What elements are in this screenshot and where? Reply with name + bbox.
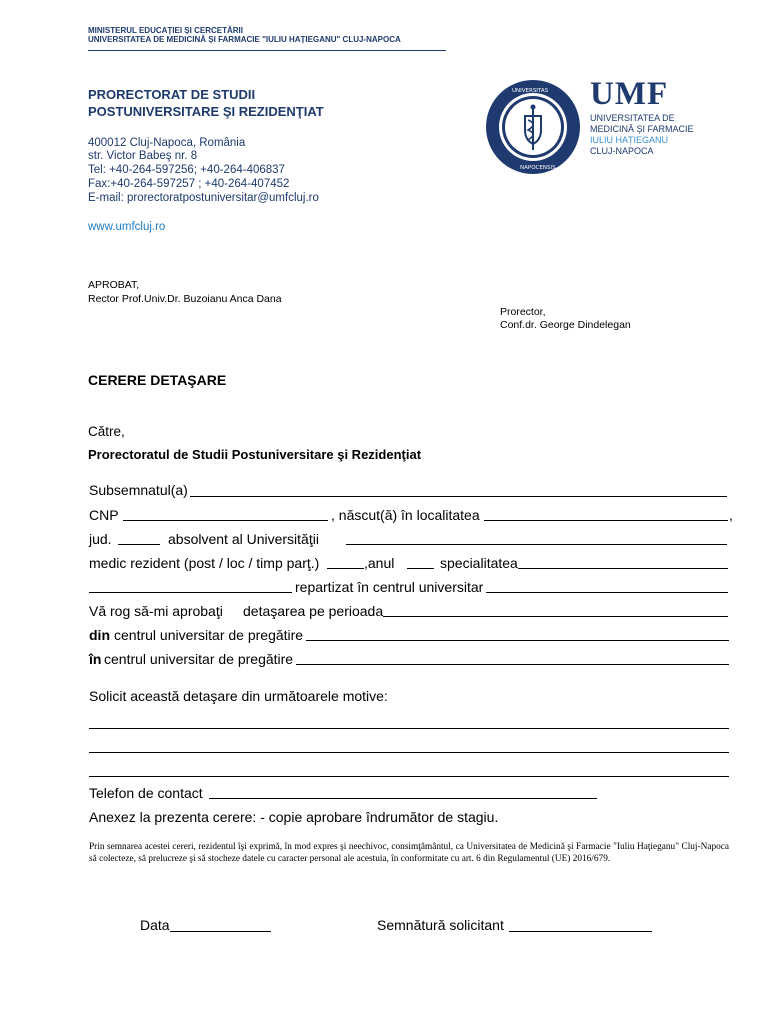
date-field[interactable] [170,931,271,932]
svg-text:UNIVERSITAS: UNIVERSITAS [512,88,549,94]
office-title-line2: POSTUNIVERSITARE ŞI REZIDENŢIAT [88,104,324,119]
email-line[interactable]: E-mail: prorectoratpostuniversitar@umfcluj.ro [88,192,319,204]
umf-wordmark [590,76,694,157]
post-field[interactable] [327,568,364,569]
address-line2: str. Victor Babeş nr. 8 [88,150,198,162]
anexez-label: Anexez la prezenta cerere: - copie aprobare îndrumător de stagiu. [89,809,499,825]
prorector-title: Prorector, [500,306,546,318]
address-line1: 400012 Cluj-Napoca, România [88,137,246,149]
header-rule [88,50,446,51]
detasarea-label: detaşarea pe perioada [243,603,384,619]
logo-line1: UNIVERSITATEA DE [590,113,675,123]
birthplace-field[interactable] [484,520,728,521]
year-field[interactable] [407,568,434,569]
assigned-center-field[interactable] [486,592,728,593]
medic-label: medic rezident (post / loc / timp parţ.) [89,555,320,571]
svg-text:NAPOCENSIS: NAPOCENSIS [520,165,556,171]
motive-label: Solicit această detaşare din următoarele motive: [89,688,388,704]
in-label: în [89,651,102,667]
county-field[interactable] [118,544,160,545]
document-title: CERERE DETAŞARE [88,372,227,388]
jud-label: jud. [89,531,112,547]
specialty-continued-field[interactable] [89,592,292,593]
phone-field[interactable] [209,798,597,799]
university-field[interactable] [346,544,727,545]
reason-line-1[interactable] [89,728,729,729]
name-field[interactable] [190,496,727,497]
umf-acronym: UMF [590,76,669,112]
origin-center-field[interactable] [306,640,729,641]
logo-line2: MEDICINĂ ȘI FARMACIE [590,124,694,134]
anul-label: ,anul [364,555,395,571]
data-label: Data [140,917,170,933]
recipient: Prorectoratul de Studii Postuniversitare şi Rezidenţiat [88,447,422,462]
website-link[interactable]: www.umfcluj.ro [88,221,166,233]
office-title-line1: PRORECTORAT DE STUDII [88,87,256,102]
fax-line: Fax:+40-264-597257 ; +40-264-407452 [88,178,290,190]
specialitatea-label: specialitatea [440,555,518,571]
to-label: Către, [88,424,125,439]
telefon-label: Telefon de contact [89,785,203,801]
ministry-header: MINISTERUL EDUCAȚIEI ȘI CERCETĂRII [88,26,243,35]
nascut-label: , născut(ă) în localitatea [331,507,480,523]
repartizat-label: repartizat în centrul universitar [295,579,484,595]
din-label: din [89,627,110,643]
logo-line4: CLUJ-NAPOCA [590,146,654,156]
cnp-field[interactable] [123,520,328,521]
university-header: UNIVERSITATEA DE MEDICINĂ ȘI FARMACIE "IULIU HAȚIEGANU" CLUJ-NAPOCA [88,35,401,44]
signature-field[interactable] [509,931,652,932]
approved-label: APROBAT, [88,279,140,291]
din-center-label: centrul universitar de pregătire [114,627,304,643]
reason-line-2[interactable] [89,752,729,753]
absolvent-label: absolvent al Universităţii [168,531,319,547]
destination-center-field[interactable] [296,664,729,665]
cnp-label: CNP [89,507,119,523]
rector-name: Rector Prof.Univ.Dr. Buzoianu Anca Dana [88,293,282,305]
semnatura-label: Semnătură solicitant [377,917,504,933]
logo-line3: IULIU HAȚIEGANU [590,135,669,145]
va-rog-label: Vă rog să-mi aprobaţi [89,603,223,619]
gdpr-consent-text: Prin semnarea acestei cereri, rezidentul îşi exprimă, în mod expres şi neechivoc, consimţământul, ca Universitatea de Medicină şi Farmacie "Iuliu Haţieganu" Cluj-Napoca să colecteze, să prelucreze şi să stocheze datele cu caracter personal ale acestuia, în conformitate cu art. 6 din Regulamentul (UE) 2016/679. [89,842,729,864]
in-center-label: centrul universitar de pregătire [104,651,294,667]
tel-line: Tel: +40-264-597256; +40-264-406837 [88,164,285,176]
reason-line-3[interactable] [89,776,729,777]
subsemnatul-label: Subsemnatul(a) [89,482,188,498]
specialty-field[interactable] [518,568,728,569]
prorector-name: Conf.dr. George Dindelegan [500,319,631,331]
period-field[interactable] [383,616,728,617]
university-seal-logo [484,78,582,176]
